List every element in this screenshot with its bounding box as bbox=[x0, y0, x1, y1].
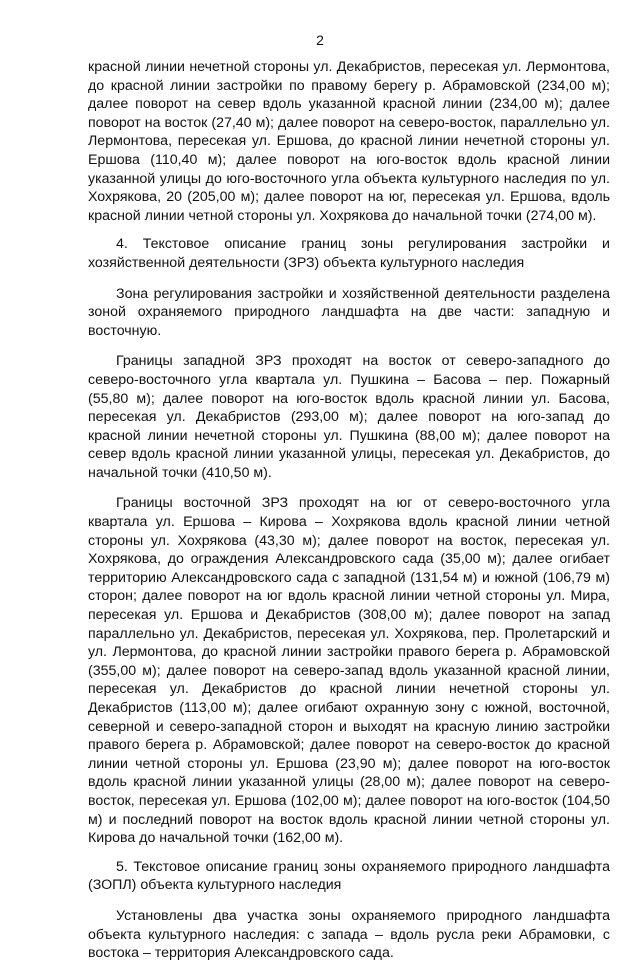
section-heading-4: 4. Текстовое описание границ зоны регулирования застройки и хозяйственной деятельности (ЗРЗ) объекта культурного наследия bbox=[88, 236, 610, 271]
paragraph-western-zrz: Границы западной ЗРЗ проходят на восток от северо-западного до северо-восточного угла квартала ул. Пушкина – Басова – пер. Пожарный (55,80 м); далее поворот на юго-восток вдоль красной линии ул. Басова, пересекая ул. Декабристов (293,00 м); далее поворот на юго-запад до красной линии нечетной стороны ул. Пушкина (88,00 м); далее поворот на север вдоль красной линии указанной улицы, пересекая ул. Декабристов, до начальной точки (410,50 м). bbox=[88, 353, 610, 481]
paragraph-continuation: красной линии нечетной стороны ул. Декабристов, пересекая ул. Лермонтова, до красной линии застройки по правому берегу р. Абрамовской (234,00 м); далее поворот на север вдоль указанной красной линии (234,00 м); далее поворот на восток (27,40 м); далее поворот на северо-восток, параллельно ул. Лермонтова, пересекая ул. Ершова, до красной линии нечетной стороны ул. Ершова (110,40 м); далее поворот на юго-восток вдоль красной линии указанной улицы до юго-восточного угла объекта культурного наследия по ул. Хохрякова, 20 (205,00 м); далее поворот на юг, пересекая ул. Ершова, вдоль красной линии четной стороны ул. Хохрякова до начальной точки (274,00 м). bbox=[88, 59, 610, 224]
paragraph-eastern-zrz: Границы восточной ЗРЗ проходят на юг от северо-восточного угла квартала ул. Ершова – Кирова – Хохрякова вдоль красной линии четной стороны ул. Хохрякова (43,30 м); далее поворот на восток, пересекая ул. Хохрякова, до ограждения Александровского сада (35,00 м); далее огибает территорию Александровского сада с западной (131,54 м) и южной (106,79 м) сторон; далее поворот на юг вдоль красной линии четной стороны ул. Мира, пересекая ул. Ершова и Декабристов (308,00 м); далее поворот на запад параллельно ул. Декабристов, пересекая ул. Хохрякова, пер. Пролетарский и ул. Лермонтова, до красной линии застройки правого берега р. Абрамовской (355,00 м); далее поворот на северо-запад вдоль указанной красной линии, пересекая ул. Декабристов до красной линии нечетной стороны ул. Декабристов (113,00 м); далее огибают охранную зону с южной, восточной, северной и северо-западной сторон и выходят на красную линию застройки правого берега р. Абрамовской; далее поворот на северо-восток до красной линии четной стороны ул. Ершова (23,90 м); далее поворот на юго-восток вдоль красной линии указанной улицы (28,00 м); далее поворот на северо-восток, пересекая ул. Ершова (102,00 м); далее поворот на юго-восток (104,50 м) и последний поворот на восток вдоль красной линии четной стороны ул. Кирова до начальной точки (162,00 м). bbox=[88, 495, 610, 847]
page-number: 2 bbox=[316, 32, 324, 48]
document-body bbox=[88, 58, 610, 963]
section-heading-5: 5. Текстовое описание границ зоны охраняемого природного ландшафта (ЗОПЛ) объекта культурного наследия bbox=[88, 858, 610, 894]
paragraph-zrz-intro: Зона регулирования застройки и хозяйственной деятельности разделена зоной охраняемого природного ландшафта на две части: западную и восточную. bbox=[88, 285, 610, 339]
paragraph-zopl: Установлены два участка зоны охраняемого природного ландшафта объекта культурного наследия: с запада – вдоль русла реки Абрамовки, с востока – территория Александровского сада. bbox=[88, 907, 610, 962]
